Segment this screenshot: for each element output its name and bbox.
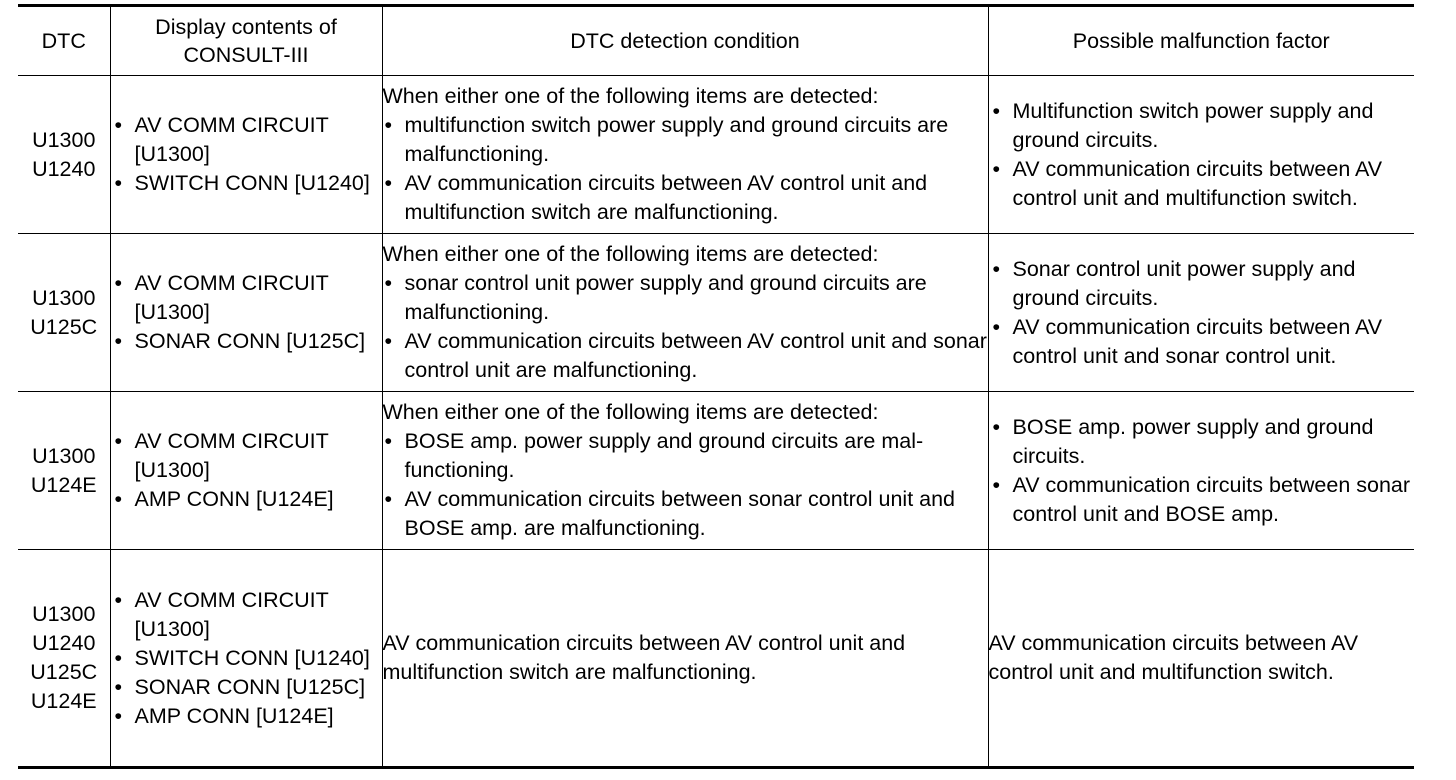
dtc-code: U1240 xyxy=(32,631,96,655)
factor-item: • AV communication circuits between sonar control unit and BOSE amp. xyxy=(989,471,1415,529)
consult-item: • SWITCH CONN [U1240] xyxy=(111,169,382,198)
header-factor xyxy=(988,6,1414,76)
condition-item: • AV communication circuits between AV control unit and multifunction switch are malfunctioning. xyxy=(383,169,988,227)
factor-list xyxy=(989,413,1415,529)
condition-intro: When either one of the following items are detected: xyxy=(382,242,879,266)
consult-item: • AV COMM CIRCUIT [U1300] xyxy=(111,427,382,485)
dtc-code: U1300 xyxy=(32,443,96,468)
consult-cell xyxy=(110,392,382,550)
factor-text: AV communication circuits between AV control unit and multifunction switch. xyxy=(988,631,1359,684)
dtc-code: U1240 xyxy=(32,156,96,181)
table-row xyxy=(18,76,1414,234)
consult-list xyxy=(111,427,382,514)
consult-item: • SWITCH CONN [U1240] xyxy=(111,644,382,673)
condition-item: • BOSE amp. power supply and ground circuits are mal-functioning. xyxy=(383,427,988,485)
condition-intro: When either one of the following items are detected: xyxy=(382,400,879,424)
dtc-code: U1300 xyxy=(32,602,96,626)
condition-item: • AV communication circuits between AV control unit and sonar control unit are malfunctioning. xyxy=(383,327,988,385)
header-row xyxy=(18,6,1414,76)
dtc-cell xyxy=(18,392,110,550)
condition-cell xyxy=(382,234,988,392)
factor-cell xyxy=(988,234,1414,392)
consult-cell xyxy=(110,550,382,768)
condition-item: • multifunction switch power supply and ground circuits are malfunctioning. xyxy=(383,111,988,169)
consult-item: • SONAR CONN [U125C] xyxy=(111,673,382,702)
factor-item: • BOSE amp. power supply and ground circuits. xyxy=(989,413,1415,471)
consult-item: • AMP CONN [U124E] xyxy=(111,702,382,731)
factor-cell xyxy=(988,76,1414,234)
condition-text: AV communication circuits between AV control unit and multifunction switch are malfunctioning. xyxy=(382,631,906,684)
header-consult-line1: Display contents of xyxy=(155,15,337,39)
dtc-code: U124E xyxy=(30,689,97,713)
consult-list xyxy=(111,111,382,198)
factor-cell xyxy=(988,550,1414,768)
header-consult-line2: CONSULT-III xyxy=(183,43,309,67)
factor-item: • AV communication circuits between AV control unit and sonar control unit. xyxy=(989,313,1415,371)
factor-item: • AV communication circuits between AV control unit and multifunction switch. xyxy=(989,155,1415,213)
condition-cell xyxy=(382,392,988,550)
dtc-cell xyxy=(18,550,110,768)
consult-list xyxy=(111,269,382,356)
dtc-code: U125C xyxy=(30,314,98,339)
condition-list xyxy=(383,269,988,385)
condition-intro: When either one of the following items are detected: xyxy=(382,84,879,108)
consult-item: • AV COMM CIRCUIT [U1300] xyxy=(111,111,382,169)
condition-list xyxy=(383,111,988,227)
dtc-cell xyxy=(18,76,110,234)
header-condition xyxy=(382,6,988,76)
dtc-code: U1300 xyxy=(32,285,96,310)
header-factor-label: Possible malfunction factor xyxy=(1072,29,1330,53)
dtc-table xyxy=(18,4,1414,769)
condition-item: • sonar control unit power supply and ground circuits are malfunctioning. xyxy=(383,269,988,327)
condition-cell xyxy=(382,550,988,768)
dtc-cell xyxy=(18,234,110,392)
header-dtc xyxy=(18,6,110,76)
condition-item: • AV communication circuits between sonar control unit and BOSE amp. are malfunctioning. xyxy=(383,485,988,543)
header-consult xyxy=(110,6,382,76)
consult-item: • AV COMM CIRCUIT [U1300] xyxy=(111,269,382,327)
factor-cell xyxy=(988,392,1414,550)
consult-list xyxy=(111,586,382,731)
consult-cell xyxy=(110,234,382,392)
dtc-code: U125C xyxy=(30,660,98,684)
table-row xyxy=(18,234,1414,392)
consult-item: • SONAR CONN [U125C] xyxy=(111,327,382,356)
condition-cell xyxy=(382,76,988,234)
factor-list xyxy=(989,97,1415,213)
consult-cell xyxy=(110,76,382,234)
condition-list xyxy=(383,427,988,543)
dtc-code: U124E xyxy=(30,472,97,497)
consult-item: • AMP CONN [U124E] xyxy=(111,485,382,514)
header-dtc-label: DTC xyxy=(41,29,86,53)
table-row xyxy=(18,392,1414,550)
factor-item: • Sonar control unit power supply and ground circuits. xyxy=(989,255,1415,313)
consult-item: • AV COMM CIRCUIT [U1300] xyxy=(111,586,382,644)
factor-item: • Multifunction switch power supply and ground circuits. xyxy=(989,97,1415,155)
header-condition-label: DTC detection condition xyxy=(570,29,800,53)
factor-list xyxy=(989,255,1415,371)
table-row xyxy=(18,550,1414,768)
dtc-code: U1300 xyxy=(32,127,96,152)
